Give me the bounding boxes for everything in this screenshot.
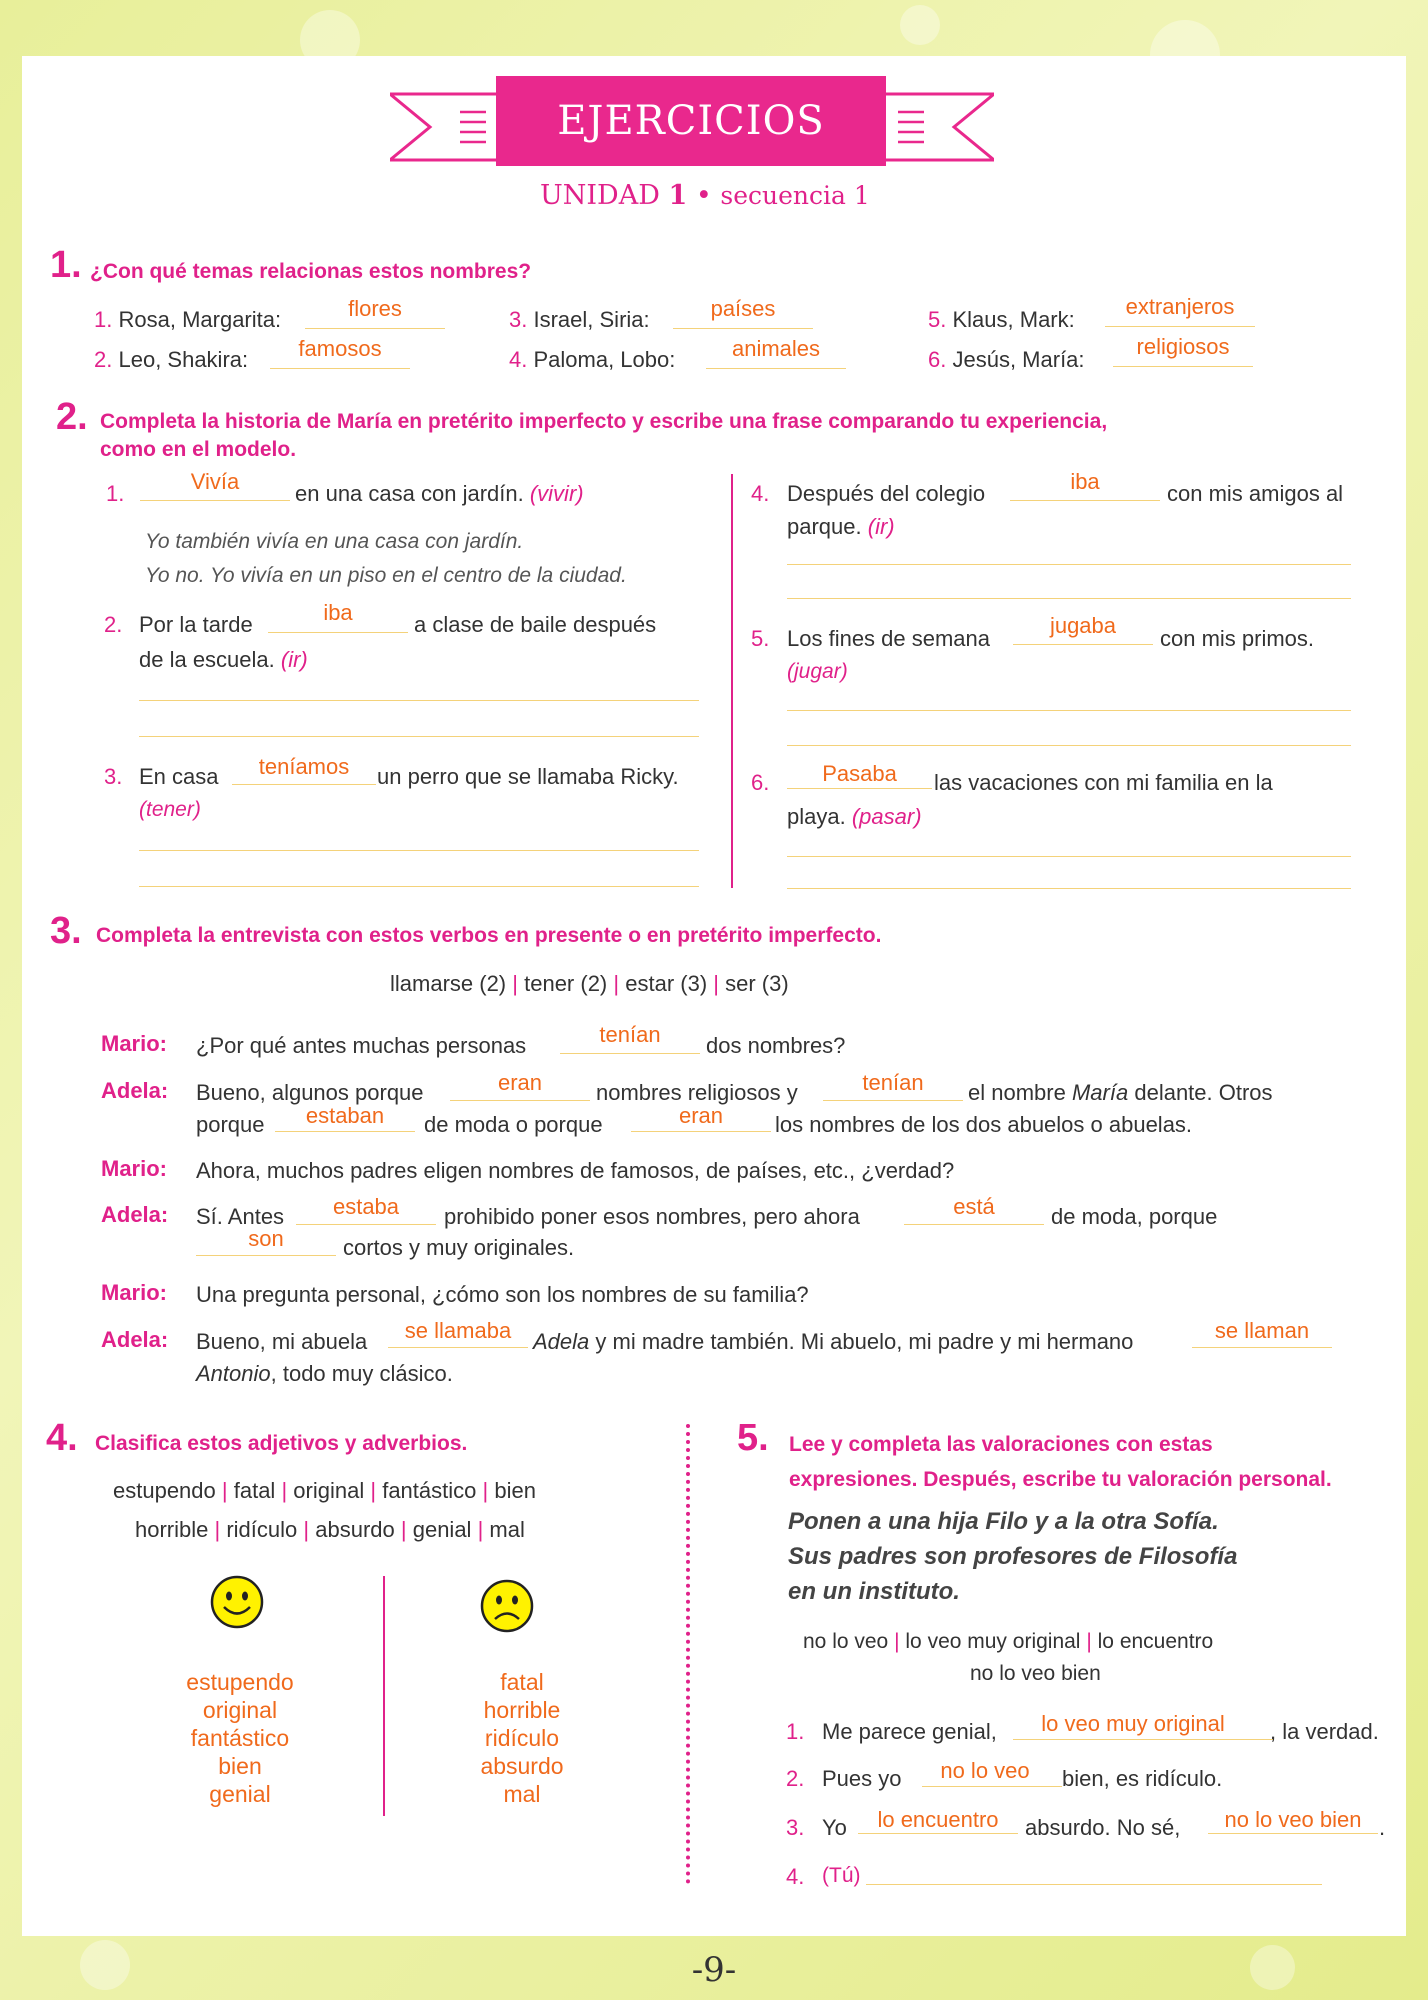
word-option: genial [412,1517,472,1542]
answer-text: lo encuentro [877,1807,999,1832]
ex1-number: 1. [50,244,82,286]
ex2-text [139,647,308,673]
ex2-number: 2. [56,396,88,438]
sentence: bien, es ridículo. [1062,1766,1223,1791]
negative-word: mal [503,1781,541,1807]
answer-text: extranjeros [1125,294,1235,319]
item-number: 6. [928,347,947,372]
write-line [787,856,1351,857]
expression-option: no lo veo [803,1630,889,1653]
answer-line [1192,1347,1332,1348]
answer-text: iba [323,600,353,625]
dialogue-text: prohibido poner esos nombres, pero ahora [444,1204,860,1229]
quote-line: en un instituto. [788,1578,960,1605]
answer-text: tenían [599,1022,661,1047]
dialogue-text: los nombres de los dos abuelos o abuelas. [775,1112,1193,1137]
dialogue-text: nombres religiosos y [596,1080,798,1105]
section-divider [686,1424,690,1884]
answer-line [922,1786,1062,1787]
answer-line [706,368,846,369]
separator: | [303,1517,310,1542]
ex1-item [94,307,281,333]
unit-sequence: secuencia 1 [720,181,870,210]
negative-word: ridículo [484,1725,560,1751]
answer-line [904,1224,1044,1225]
positive-word: estupendo [186,1669,294,1695]
answer-line [196,1255,336,1256]
item-label: Leo, Shakira: [118,347,249,372]
dialogue-text: y mi madre también. Mi abuelo, mi padre y mi hermano [595,1329,1134,1354]
ex4-number: 4. [46,1417,78,1459]
answer-line [787,788,932,789]
sad-face-icon [479,1578,535,1634]
verb-option: ser (3) [725,971,789,996]
sentence: las vacaciones con mi familia en la [934,770,1273,795]
word-bank-row [113,1478,536,1504]
item-number: 3. [786,1815,805,1840]
item-number: 5. [751,626,770,651]
answer-text: Vivía [190,469,240,494]
unit-heading [540,180,870,211]
ex3-instruction: Completa la entrevista con estos verbos en presente o en pretérito imperfecto. [96,924,882,947]
separator: | [214,1517,221,1542]
separator: | [512,971,518,996]
answer-text: países [710,296,776,321]
negative-word: absurdo [480,1753,564,1779]
sentence: absurdo. No sé, [1025,1815,1181,1840]
sentence: a clase de baile después [414,612,657,637]
expression-option: lo encuentro [1097,1630,1214,1653]
sentence: Los fines de semana [787,626,991,651]
sentence: Después del colegio [787,481,986,506]
dialogue-text: Sí. Antes [196,1204,285,1229]
sentence: parque. [787,514,862,539]
answer-text: religiosos [1136,334,1230,359]
quote-line: Ponen a una hija Filo y a la otra Sofía. [788,1508,1219,1535]
answer-line [1105,326,1255,327]
item-number: 2. [104,612,123,637]
dialogue-name: Adela [533,1329,590,1354]
speaker-mario: Mario: [101,1031,167,1056]
verb-bank [390,971,789,997]
dialogue-text: Bueno, algunos porque [196,1080,424,1105]
speaker-adela: Adela: [101,1327,169,1352]
speaker-adela: Adela: [101,1202,169,1227]
positive-word: fantástico [190,1725,290,1751]
word-option: absurdo [315,1517,395,1542]
item-number: 3. [509,307,528,332]
quote-line: Sus padres son profesores de Filosofía [788,1543,1238,1570]
answer-line [275,1131,415,1132]
answer-text: estaban [305,1103,385,1128]
answer-text: teníamos [258,754,350,779]
answer-text: no lo veo bien [1224,1807,1362,1832]
ex2-instruction: como en el modelo. [100,438,297,461]
dialogue-text: delante. Otros [1134,1080,1273,1105]
ex1-item [509,347,675,373]
sentence: de la escuela. [139,647,275,672]
write-line [787,710,1351,711]
sentence: Por la tarde [139,612,253,637]
item-number: 2. [786,1766,805,1791]
word-option: horrible [135,1517,209,1542]
answer-line [388,1347,528,1348]
item-label: Klaus, Mark: [952,307,1075,332]
unit-bullet: • [695,180,712,211]
happy-face-icon [209,1574,265,1630]
ex2-divider [731,474,733,888]
write-line [787,888,1351,889]
ex3-number: 3. [50,910,82,952]
unit-number: 1 [668,180,688,211]
answer-line [270,368,410,369]
answer-text: está [953,1194,995,1219]
speaker-mario: Mario: [101,1156,167,1181]
dialogue-text: el nombre [968,1080,1066,1105]
answer-line [631,1131,771,1132]
word-option: bien [494,1478,536,1503]
separator: | [894,1630,900,1653]
sentence: (Tú) [822,1864,861,1887]
ex4-instruction: Clasifica estos adjetivos y adverbios. [95,1432,468,1455]
dialogue-text: cortos y muy originales. [343,1235,575,1260]
word-option: fatal [233,1478,276,1503]
ex2-text [787,804,922,830]
sentence: playa. [787,804,846,829]
answer-text: flores [348,296,402,321]
dialogue-text: ¿Por qué antes muchas personas [196,1033,527,1058]
answer-line [1010,500,1160,501]
dialogue-name: María [1071,1080,1129,1105]
write-line [139,700,699,701]
page-number: -9- [691,1950,737,1990]
word-option: estupendo [113,1478,216,1503]
answer-line [823,1100,963,1101]
word-option: original [293,1478,365,1503]
dialogue-text [968,1080,1273,1106]
answer-line [232,784,376,785]
sentence: un perro que se llamaba Ricky. [377,764,679,789]
dialogue-text: Una pregunta personal, ¿cómo son los nombres de su familia? [196,1282,809,1307]
answer-line [1113,366,1253,367]
banner-title: EJERCICIOS [496,76,886,166]
word-option: ridículo [226,1517,298,1542]
sentence: con mis amigos al [1167,481,1344,506]
item-number: 1. [106,481,125,506]
write-line [787,598,1351,599]
dialogue-text: de moda o porque [424,1112,603,1137]
unit-label: UNIDAD [540,180,660,211]
bg-bubble [900,5,940,45]
item-label: Paloma, Lobo: [533,347,676,372]
sentence: , la verdad. [1270,1719,1379,1744]
answer-text: lo veo muy original [1041,1711,1225,1736]
verb-hint: (vivir) [529,481,584,506]
word-option: fantástico [382,1478,477,1503]
answer-line [560,1053,700,1054]
speaker-adela: Adela: [101,1078,169,1103]
dialogue-name: Antonio [196,1361,271,1386]
separator: | [370,1478,377,1503]
verb-option: estar (3) [625,971,708,996]
ex1-item [928,307,1075,333]
item-number: 4. [509,347,528,372]
positive-word: original [202,1697,278,1723]
positive-word: bien [218,1753,262,1779]
answer-text: se llaman [1214,1318,1310,1343]
separator: | [482,1478,489,1503]
write-line [139,850,699,851]
sentence: En casa [139,764,219,789]
verb-hint: (ir) [867,514,895,539]
separator: | [221,1478,228,1503]
answer-text: famosos [298,336,382,361]
answer-text: no lo veo [940,1758,1030,1783]
item-number: 1. [786,1719,805,1744]
ex1-instruction: ¿Con qué temas relacionas estos nombres? [90,260,532,283]
verb-hint: (tener) [139,798,201,821]
ex2-instruction: Completa la historia de María en pretérito imperfecto y escribe una frase comparando tu experiencia, [100,410,1108,433]
answer-text: eran [678,1103,724,1128]
answer-text: jugaba [1049,613,1117,638]
separator: | [613,971,620,996]
word-option: mal [489,1517,525,1542]
dialogue-text [196,1361,453,1387]
separator: | [477,1517,484,1542]
answer-line [305,328,445,329]
model-answer: Yo también vivía en una casa con jardín. [145,530,524,553]
item-number: 5. [928,307,947,332]
sentence: Me parece genial, [822,1719,997,1744]
dialogue-text: , todo muy clásico. [270,1361,453,1386]
verb-hint: (ir) [280,647,308,672]
speaker-mario: Mario: [101,1280,167,1305]
dialogue-text: dos nombres? [706,1033,846,1058]
negative-column [422,1668,622,1808]
ex5-number: 5. [737,1417,769,1459]
answer-line [450,1100,590,1101]
item-label: Jesús, María: [952,347,1085,372]
answer-line [1208,1833,1378,1834]
ex4-divider [383,1576,385,1816]
ex1-item [509,307,650,333]
expression-bank [803,1630,1213,1654]
negative-word: fatal [500,1669,544,1695]
answer-text: iba [1070,469,1100,494]
separator: | [281,1478,288,1503]
answer-text: tenían [862,1070,924,1095]
ex2-text [787,514,895,540]
answer-line [858,1833,1018,1834]
write-line [139,736,699,737]
verb-option: llamarse (2) [390,971,507,996]
sentence: en una casa con jardín. [295,481,524,506]
write-line [787,564,1351,565]
positive-column [140,1668,340,1808]
item-number: 3. [104,764,123,789]
sentence: con mis primos. [1160,626,1315,651]
answer-line [1013,644,1153,645]
expression-option: no lo veo bien [970,1662,1101,1685]
verb-option: tener (2) [524,971,608,996]
item-number: 4. [751,481,770,506]
dialogue-text: de moda, porque [1051,1204,1218,1229]
item-number: 4. [786,1864,805,1889]
item-label: Israel, Siria: [533,307,650,332]
verb-hint: (jugar) [787,660,848,683]
expression-option: lo veo muy original [905,1630,1081,1653]
ex2-text [295,481,584,507]
separator: | [1086,1630,1092,1653]
negative-word: horrible [483,1697,561,1723]
item-number: 6. [751,770,770,795]
answer-text: Pasaba [822,761,897,786]
word-bank-row [135,1517,525,1543]
answer-line [1013,1739,1273,1740]
answer-text: estaba [332,1194,400,1219]
dialogue-text: porque [196,1112,265,1137]
separator: | [713,971,719,996]
write-line [139,886,699,887]
ex1-item [928,347,1085,373]
verb-hint: (pasar) [851,804,922,829]
answer-text: eran [497,1070,543,1095]
ex5-instruction: expresiones. Después, escribe tu valoración personal. [789,1468,1332,1491]
answer-line [268,632,408,633]
item-number: 1. [94,307,113,332]
answer-line [140,500,290,501]
item-label: Rosa, Margarita: [118,307,282,332]
answer-line [673,328,813,329]
sentence: Pues yo [822,1766,902,1791]
model-answer: Yo no. Yo vivía en un piso en el centro de la ciudad. [145,564,627,587]
write-line [866,1884,1322,1885]
answer-text: animales [731,336,821,361]
write-line [787,745,1351,746]
ex1-item [94,347,248,373]
dialogue-text: Ahora, muchos padres eligen nombres de famosos, de países, etc., ¿verdad? [196,1158,955,1183]
answer-line [296,1224,436,1225]
sentence: . [1379,1815,1386,1840]
item-number: 2. [94,347,113,372]
ex5-instruction: Lee y completa las valoraciones con estas [789,1433,1213,1456]
sentence: Yo [822,1815,847,1840]
positive-word: genial [209,1781,271,1807]
answer-text: se llamaba [404,1318,512,1343]
answer-text: son [248,1226,284,1251]
dialogue-text: Bueno, mi abuela [196,1329,368,1354]
separator: | [400,1517,407,1542]
dialogue-text [533,1329,1133,1355]
